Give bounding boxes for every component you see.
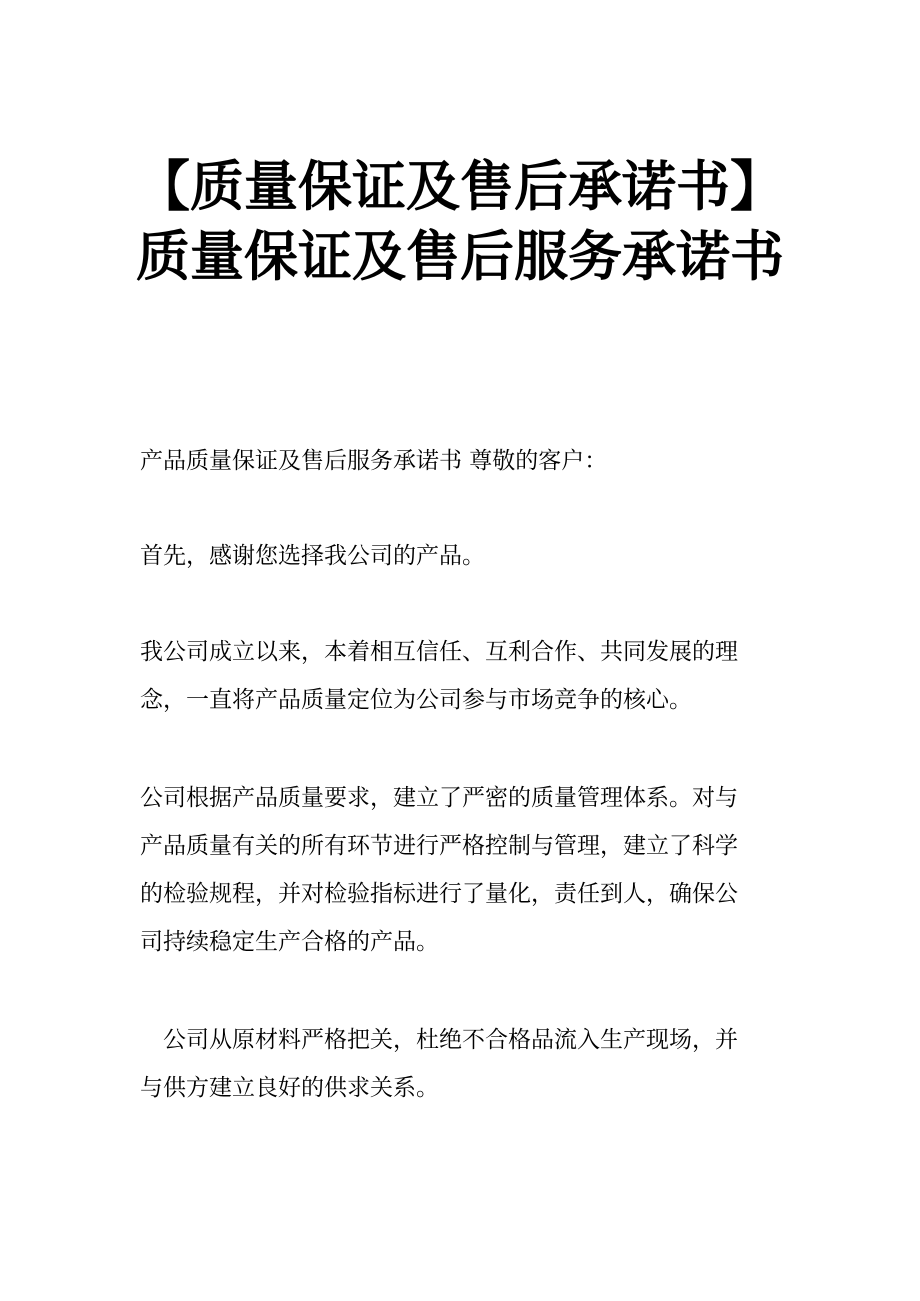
document-title: 【质量保证及售后承诺书】质量保证及售后服务承诺书 <box>136 155 784 288</box>
paragraph-thanks: 首先，感谢您选择我公司的产品。 <box>140 543 485 569</box>
paragraph-raw-materials: 公司从原材料严格把关，杜绝不合格品流入生产现场，并与供方建立良好的供求关系。 <box>140 1027 738 1101</box>
paragraph-quality-system: 公司根据产品质量要求，建立了严密的质量管理体系。对与产品质量有关的所有环节进行严格控制与管理，建立了科学的检验规程，并对检验指标进行了量化，责任到人，确保公司持续稳定生产合格的产品。 <box>140 785 738 955</box>
paragraph-salutation: 产品质量保证及售后服务承诺书 尊敬的客户： <box>140 448 608 474</box>
paragraph-philosophy: 我公司成立以来，本着相互信任、互利合作、共同发展的理念，一直将产品质量定位为公司参与市场竞争的核心。 <box>140 639 738 713</box>
